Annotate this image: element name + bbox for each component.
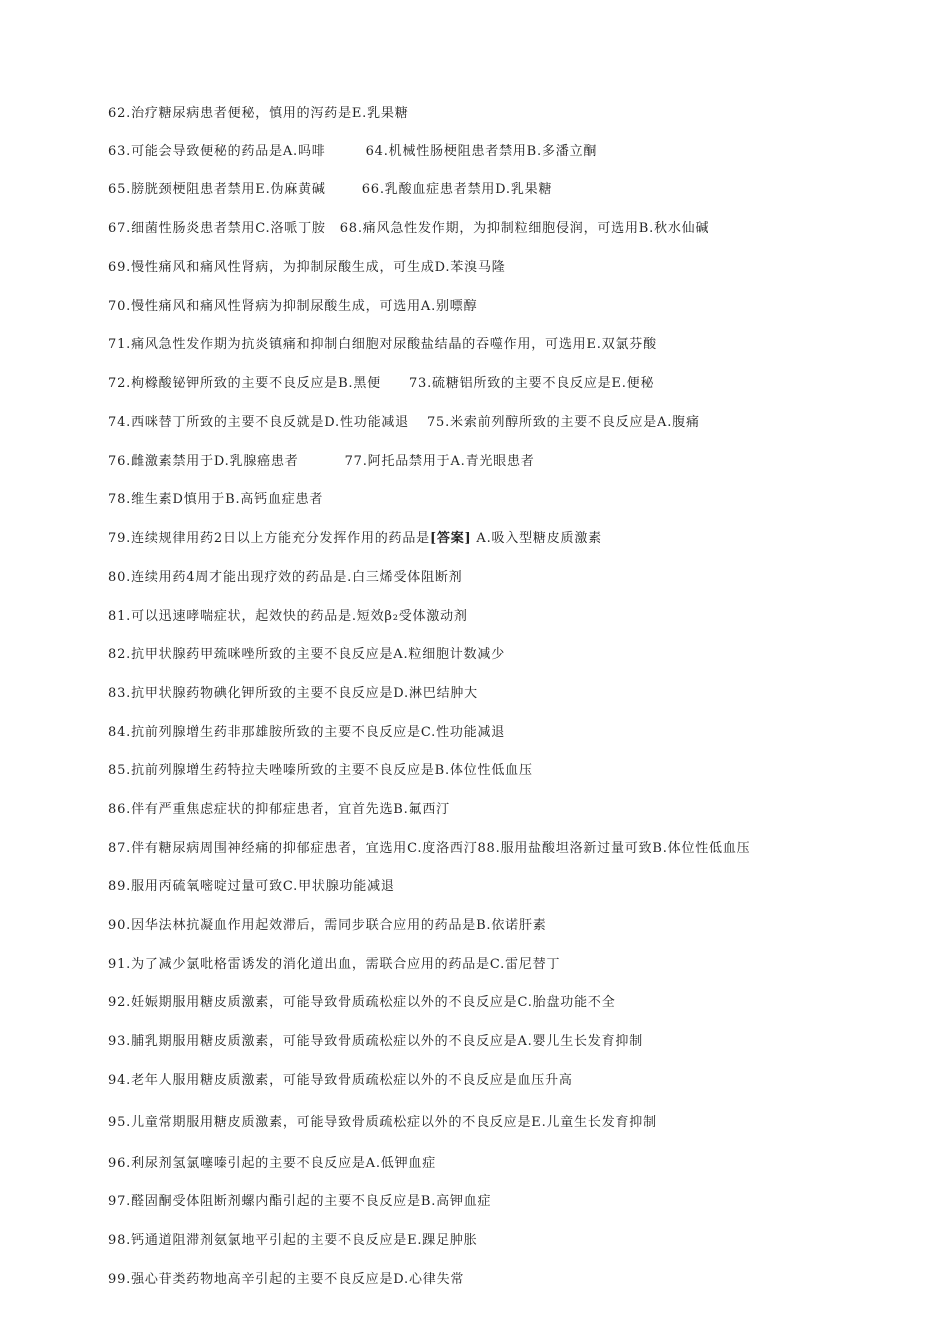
line-text: 66.乳酸血症患者禁用D.乳果糖 [361,182,553,197]
line-text: A.吸入型糖皮质激素 [476,531,602,546]
line-text: 82.抗甲状腺药甲巯咪唑所致的主要不良反应是A.粒细胞计数减少 [108,647,505,662]
line-text: 63.可能会导致便秘的药品是A.吗啡 [108,144,326,159]
line-text: 70.慢性痛风和痛风性肾病为抑制尿酸生成，可选用A.别嘌醇 [108,299,478,314]
line-text: 89.服用丙硫氧嘧啶过量可致C.甲状腺功能减退 [108,879,395,894]
line-text: 76.雌激素禁用于D.乳腺癌患者 [108,454,299,469]
line-text: 73.硫糖铝所致的主要不良反应是E.便秘 [408,376,655,391]
line-text: 78.维生素D慎用于B.高钙血症患者 [108,492,324,507]
line-text: 87.伴有糖尿病周围神经痛的抑郁症患者，宜选用C.度洛西汀88.服用盐酸坦洛新过量可致B.体位性低血压 [108,841,751,856]
line-text: 79.连续规律用药2日以上方能充分发挥作用的药品是 [108,531,430,546]
question-70 [108,299,477,315]
question-69 [108,260,506,276]
question-86 [108,802,450,818]
question-85 [108,763,533,779]
line-text: 65.膀胱颈梗阻患者禁用E.伪麻黄碱 [108,182,326,197]
question-84 [108,725,505,741]
line-text: 86.伴有严重焦虑症状的抑郁症患者，宜首先选B.氟西汀 [108,802,450,817]
line-text: 97.醛固酮受体阻断剂螺内酯引起的主要不良反应是B.高钾血症 [108,1194,492,1209]
question-83 [108,686,478,702]
line-text: 94.老年人服用糖皮质激素，可能导致骨质疏松症以外的不良反应是血压升高 [108,1073,573,1088]
line-text: 71.痛风急性发作期为抗炎镇痛和抑制白细胞对尿酸盐结晶的吞噬作用，可选用E.双氯芬酸 [108,337,657,352]
question-87-88 [108,841,750,857]
line-text: 90.因华法林抗凝血作用起效滞后，需同步联合应用的药品是B.依诺肝素 [108,918,547,933]
line-text: 95.儿童常期服用糖皮质激素，可能导致骨质疏松症以外的不良反应是E.儿童生长发育抑制 [108,1115,657,1130]
question-80 [108,570,462,586]
question-71 [108,337,657,353]
question-72-73 [108,376,654,392]
line-text: 91.为了减少氯吡格雷诱发的消化道出血，需联合应用的药品是C.雷尼替丁 [108,957,561,972]
question-99 [108,1272,464,1288]
question-81 [108,609,468,625]
question-67-68 [108,221,709,237]
question-76-77 [108,454,535,470]
line-text: 69.慢性痛风和痛风性肾病，为抑制尿酸生成，可生成D.苯溴马隆 [108,260,506,275]
question-74-75 [108,415,700,431]
line-text: 72.枸橼酸铋钾所致的主要不良反应是B.黑便 [108,376,381,391]
question-65-66 [108,182,552,198]
question-98 [108,1233,478,1249]
question-90 [108,918,547,934]
question-78 [108,492,323,508]
question-89 [108,879,395,895]
answer-tag: [答案] [429,531,472,546]
question-95 [108,1115,657,1131]
line-text: 77.阿托品禁用于A.青光眼患者 [344,454,535,469]
line-text: 68.痛风急性发作期，为抑制粒细胞侵润，可选用B.秋水仙碱 [339,221,710,236]
line-text: 99.强心苷类药物地高辛引起的主要不良反应是D.心律失常 [108,1272,465,1287]
line-text: 64.机械性肠梗阻患者禁用B.多潘立酮 [365,144,598,159]
question-82 [108,647,505,663]
line-text: 67.细菌性肠炎患者禁用C.洛哌丁胺 [108,221,326,236]
line-text: 74.西咪替丁所致的主要不良反就是D.性功能减退 [108,415,409,430]
line-text: 62.治疗糖尿病患者便秘，慎用的泻药是E.乳果糖 [108,106,409,121]
line-text: 92.妊娠期服用糖皮质激素，可能导致骨质疏松症以外的不良反应是C.胎盘功能不全 [108,995,616,1010]
question-96 [108,1156,436,1172]
line-text: 81.可以迅速哮喘症状，起效快的药品是.短效β₂受体激动剂 [108,609,468,624]
line-text: 85.抗前列腺增生药特拉夫唑嗪所致的主要不良反应是B.体位性低血压 [108,763,533,778]
line-text: 93.脯乳期服用糖皮质激素，可能导致骨质疏松症以外的不良反应是A.婴儿生长发育抑制 [108,1034,643,1049]
question-94 [108,1073,573,1089]
question-93 [108,1034,643,1050]
line-text: 98.钙通道阻滞剂氨氯地平引起的主要不良反应是E.踝足肿胀 [108,1233,478,1248]
question-79 [108,531,602,547]
question-63-64 [108,144,597,160]
line-text: 96.利尿剂氢氯噻嗪引起的主要不良反应是A.低钾血症 [108,1156,436,1171]
question-97 [108,1194,491,1210]
question-62 [108,106,409,122]
line-text: 75.米索前列醇所致的主要不良反应是A.腹痛 [426,415,700,430]
line-text: 80.连续用药4周才能出现疗效的药品是.白三烯受体阻断剂 [108,570,463,585]
question-91 [108,957,560,973]
line-text: 84.抗前列腺增生药非那雄胺所致的主要不良反应是C.性功能减退 [108,725,506,740]
question-92 [108,995,616,1011]
line-text: 83.抗甲状腺药物碘化钾所致的主要不良反应是D.淋巴结肿大 [108,686,478,701]
